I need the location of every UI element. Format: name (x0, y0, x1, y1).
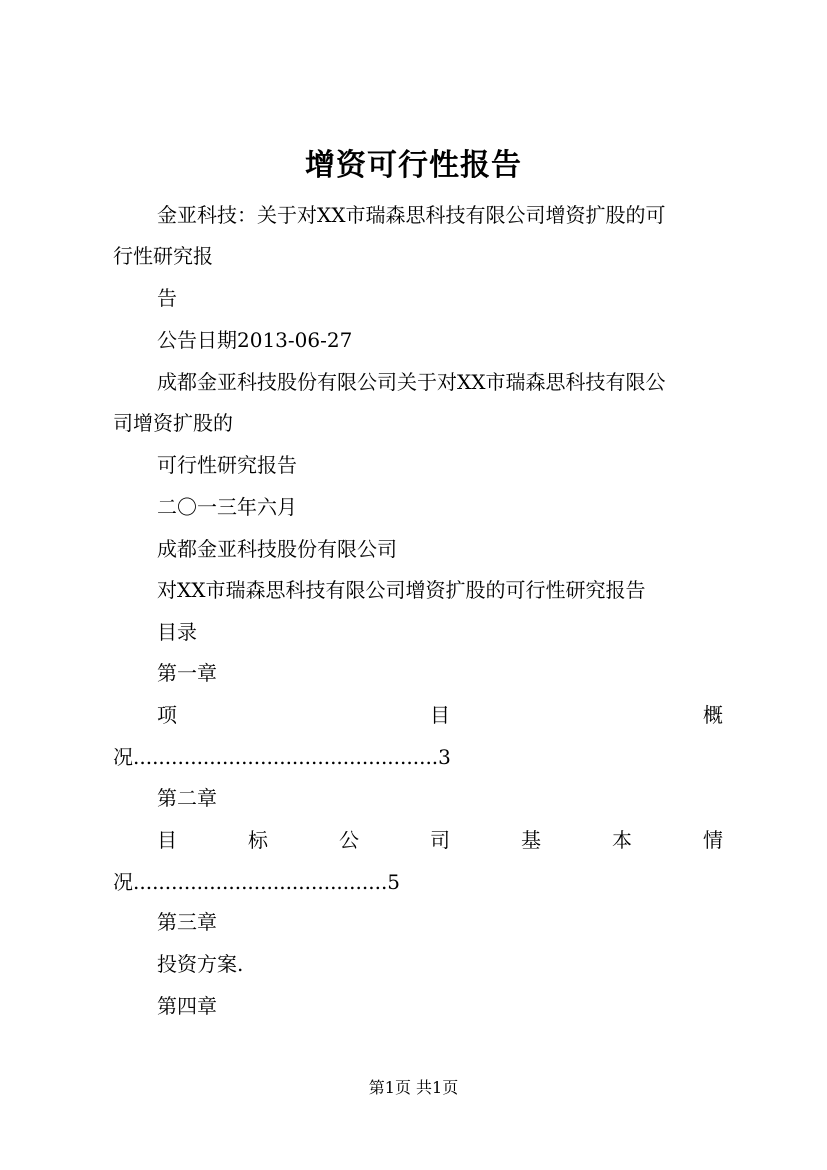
toc-title-char: 公 (339, 828, 359, 852)
report-full-title: 对XX市瑞森思科技有限公司增资扩股的可行性研究报告 (157, 578, 646, 602)
toc-title-char: 基 (521, 828, 541, 852)
toc-title-char: 情 (703, 828, 723, 852)
report-name: 可行性研究报告 (157, 453, 297, 477)
company-name: 成都金亚科技股份有限公司 (157, 537, 397, 561)
toc-chapter-2-leader: 况........................................5 (113, 870, 401, 894)
document-title: 增资可行性报告 (305, 148, 522, 183)
report-date: 二〇一三年六月 (157, 495, 297, 519)
company-heading-line-2: 司增资扩股的 (113, 411, 233, 435)
announcement-title-line-1: 金亚科技：关于对XX市瑞森思科技有限公司增资扩股的可 (157, 203, 666, 227)
toc-chapter-3-title: 投资方案. (157, 952, 244, 976)
announcement-date: 公告日期2013-06-27 (157, 328, 353, 352)
toc-title-char: 目 (157, 828, 177, 852)
toc-chapter-2-label: 第二章 (157, 786, 217, 810)
toc-heading: 目录 (157, 620, 197, 644)
toc-chapter-1-title (157, 702, 723, 728)
toc-chapter-1-label: 第一章 (157, 661, 217, 685)
toc-title-char: 司 (430, 828, 450, 852)
toc-title-char: 目 (430, 703, 450, 727)
toc-title-char: 概 (703, 703, 723, 727)
toc-title-char: 标 (248, 828, 268, 852)
announcement-title-line-2: 行性研究报 (113, 244, 213, 268)
toc-chapter-3-label: 第三章 (157, 910, 217, 934)
toc-title-char: 本 (612, 828, 632, 852)
toc-chapter-1-leader: 况................................................3 (113, 745, 451, 769)
toc-title-char: 项 (157, 703, 177, 727)
page-footer: 第1页 共1页 (368, 1078, 459, 1097)
company-heading-line-1: 成都金亚科技股份有限公司关于对XX市瑞森思科技有限公 (157, 370, 666, 394)
toc-chapter-2-title (157, 827, 723, 853)
toc-chapter-4-label: 第四章 (157, 994, 217, 1018)
announcement-title-line-3: 告 (157, 286, 177, 310)
